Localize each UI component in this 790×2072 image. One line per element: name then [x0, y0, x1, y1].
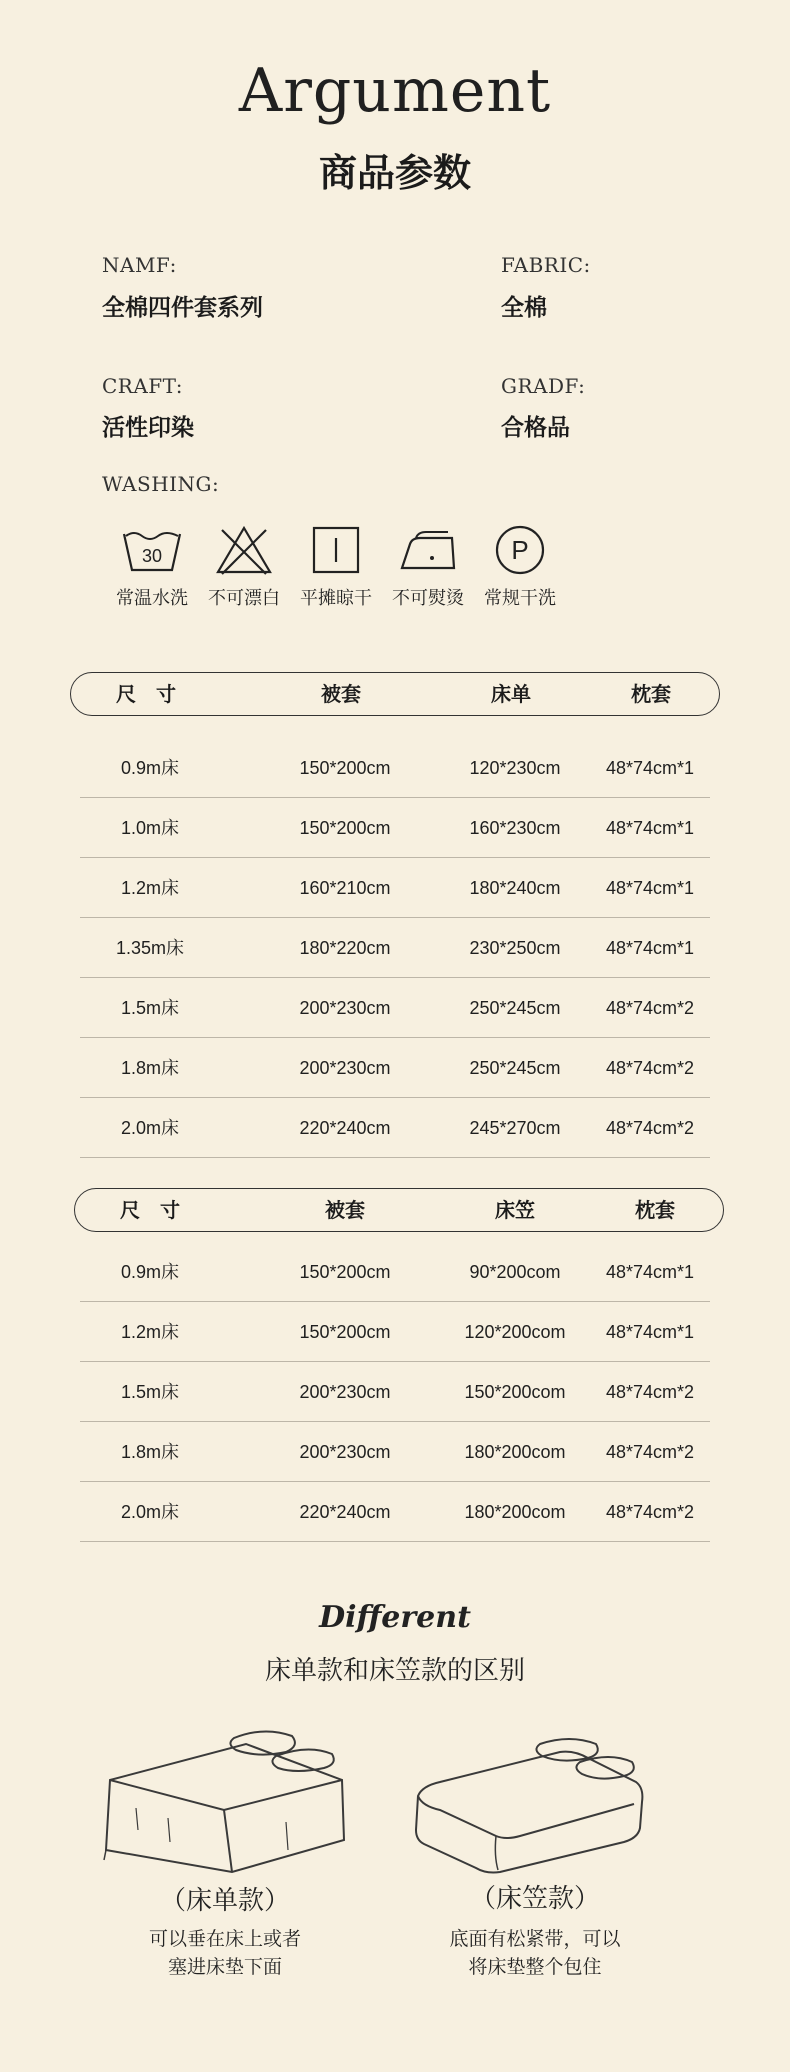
row-duvet: 180*220cm	[299, 938, 391, 958]
table2-header-size: 尺 寸	[120, 1198, 180, 1222]
row-duvet: 200*230cm	[299, 998, 391, 1018]
table-row	[80, 1422, 710, 1482]
row-duvet: 150*200cm	[299, 818, 391, 838]
fitted-type-title: （床笠款）	[469, 1884, 600, 1914]
row-pillow: 48*74cm*1	[605, 938, 695, 958]
row-duvet: 150*200cm	[299, 758, 391, 778]
row-pillow: 48*74cm*2	[605, 1058, 695, 1078]
row-duvet: 200*230cm	[299, 1442, 391, 1462]
row-size: 0.9m床	[120, 1262, 180, 1282]
row-sheet: 150*200com	[464, 1382, 566, 1402]
row-pillow: 48*74cm*1	[605, 1322, 695, 1342]
row-size: 1.2m床	[120, 878, 180, 898]
wash-temp-text: 30	[141, 546, 163, 566]
row-duvet: 200*230cm	[299, 1058, 391, 1078]
row-sheet: 250*245cm	[469, 1058, 561, 1078]
spec-fabric-value: 全棉	[501, 295, 547, 321]
wash-item	[198, 522, 290, 610]
table1-header	[70, 672, 720, 716]
row-size: 0.9m床	[120, 758, 180, 778]
fitted-sheet-bed-icon	[410, 1722, 650, 1882]
wash-label: 不可熨烫	[392, 588, 464, 609]
row-duvet: 220*240cm	[299, 1502, 391, 1522]
sheet-type-desc-line1: 可以垂在床上或者	[148, 1928, 301, 1950]
row-sheet: 90*200com	[469, 1262, 561, 1282]
wash-30-icon	[120, 522, 184, 578]
table-row	[80, 978, 710, 1038]
row-size: 1.0m床	[120, 818, 180, 838]
brand-title: Argument	[238, 56, 552, 126]
table-row	[80, 858, 710, 918]
row-pillow: 48*74cm*1	[605, 1262, 695, 1282]
spec-name-label: NAMF:	[102, 253, 177, 277]
wash-label: 常温水洗	[116, 588, 188, 609]
wash-label: 平摊晾干	[300, 588, 372, 609]
wash-item	[382, 522, 474, 610]
row-pillow: 48*74cm*1	[605, 818, 695, 838]
flat-sheet-bed-icon	[96, 1722, 356, 1882]
table1-header-size: 尺 寸	[116, 682, 176, 706]
fitted-type-desc-line1: 底面有松紧带，可以	[449, 1928, 621, 1950]
row-size: 1.2m床	[120, 1322, 180, 1342]
spec-fabric-label: FABRIC:	[501, 253, 591, 277]
spec-craft-label: CRAFT:	[102, 374, 184, 398]
wash-label: 常规干洗	[484, 588, 556, 609]
table2-header	[74, 1188, 724, 1232]
table2-header-duvet: 被套	[325, 1198, 365, 1222]
table-row	[80, 1302, 710, 1362]
row-sheet: 180*200com	[464, 1502, 566, 1522]
sheet-type-desc-line2: 塞进床垫下面	[167, 1956, 282, 1978]
row-duvet: 150*200cm	[299, 1322, 391, 1342]
wash-item	[106, 522, 198, 610]
fitted-type-desc-line2: 将床垫整个包住	[468, 1956, 602, 1978]
row-sheet: 120*230cm	[469, 758, 561, 778]
row-duvet: 220*240cm	[299, 1118, 391, 1138]
row-duvet: 150*200cm	[299, 1262, 391, 1282]
table-row	[80, 918, 710, 978]
table-row	[80, 738, 710, 798]
spec-grade-value: 合格品	[501, 415, 570, 441]
row-pillow: 48*74cm*2	[605, 1502, 695, 1522]
table2-header-fitted: 床笠	[495, 1198, 535, 1222]
table2-header-pillow: 枕套	[635, 1198, 675, 1222]
row-pillow: 48*74cm*1	[605, 758, 695, 778]
wash-item	[474, 522, 566, 610]
different-title: Different	[319, 1600, 471, 1635]
different-subtitle: 床单款和床笠款的区别	[264, 1656, 525, 1686]
row-duvet: 200*230cm	[299, 1382, 391, 1402]
row-pillow: 48*74cm*2	[605, 1382, 695, 1402]
spec-craft-value: 活性印染	[102, 415, 194, 441]
table-row	[80, 1242, 710, 1302]
row-sheet: 180*200com	[464, 1442, 566, 1462]
row-pillow: 48*74cm*1	[605, 878, 695, 898]
table-row	[80, 798, 710, 858]
row-pillow: 48*74cm*2	[605, 1118, 695, 1138]
row-size: 2.0m床	[120, 1502, 180, 1522]
spec-name-value: 全棉四件套系列	[102, 295, 263, 321]
dry-clean-p-icon	[488, 522, 552, 578]
wash-label: 不可漂白	[208, 588, 280, 609]
row-size: 1.8m床	[120, 1058, 180, 1078]
table-row	[80, 1362, 710, 1422]
table1-header-sheet: 床单	[491, 682, 531, 706]
no-bleach-icon	[212, 522, 276, 578]
row-size: 2.0m床	[120, 1118, 180, 1138]
table-row	[80, 1098, 710, 1158]
row-sheet: 180*240cm	[469, 878, 561, 898]
spec-grade-label: GRADF:	[501, 374, 586, 398]
spec-washing-label: WASHING:	[102, 472, 220, 496]
table1-header-pillow: 枕套	[631, 682, 671, 706]
row-sheet: 245*270cm	[469, 1118, 561, 1138]
sheet-type-title: （床单款）	[159, 1886, 290, 1916]
row-size: 1.5m床	[120, 998, 180, 1018]
flat-dry-icon	[304, 522, 368, 578]
row-size: 1.8m床	[120, 1442, 180, 1462]
row-sheet: 160*230cm	[469, 818, 561, 838]
row-duvet: 160*210cm	[299, 878, 391, 898]
row-sheet: 230*250cm	[469, 938, 561, 958]
row-size: 1.5m床	[120, 1382, 180, 1402]
table1-header-duvet: 被套	[321, 682, 361, 706]
row-pillow: 48*74cm*2	[605, 1442, 695, 1462]
table-row	[80, 1038, 710, 1098]
wash-item	[290, 522, 382, 610]
dry-clean-text: P	[511, 535, 529, 565]
table-row	[80, 1482, 710, 1542]
row-sheet: 120*200com	[464, 1322, 566, 1342]
row-pillow: 48*74cm*2	[605, 998, 695, 1018]
row-size: 1.35m床	[115, 938, 185, 958]
no-iron-icon	[396, 522, 460, 578]
row-sheet: 250*245cm	[469, 998, 561, 1018]
page-title: 商品参数	[318, 151, 471, 195]
